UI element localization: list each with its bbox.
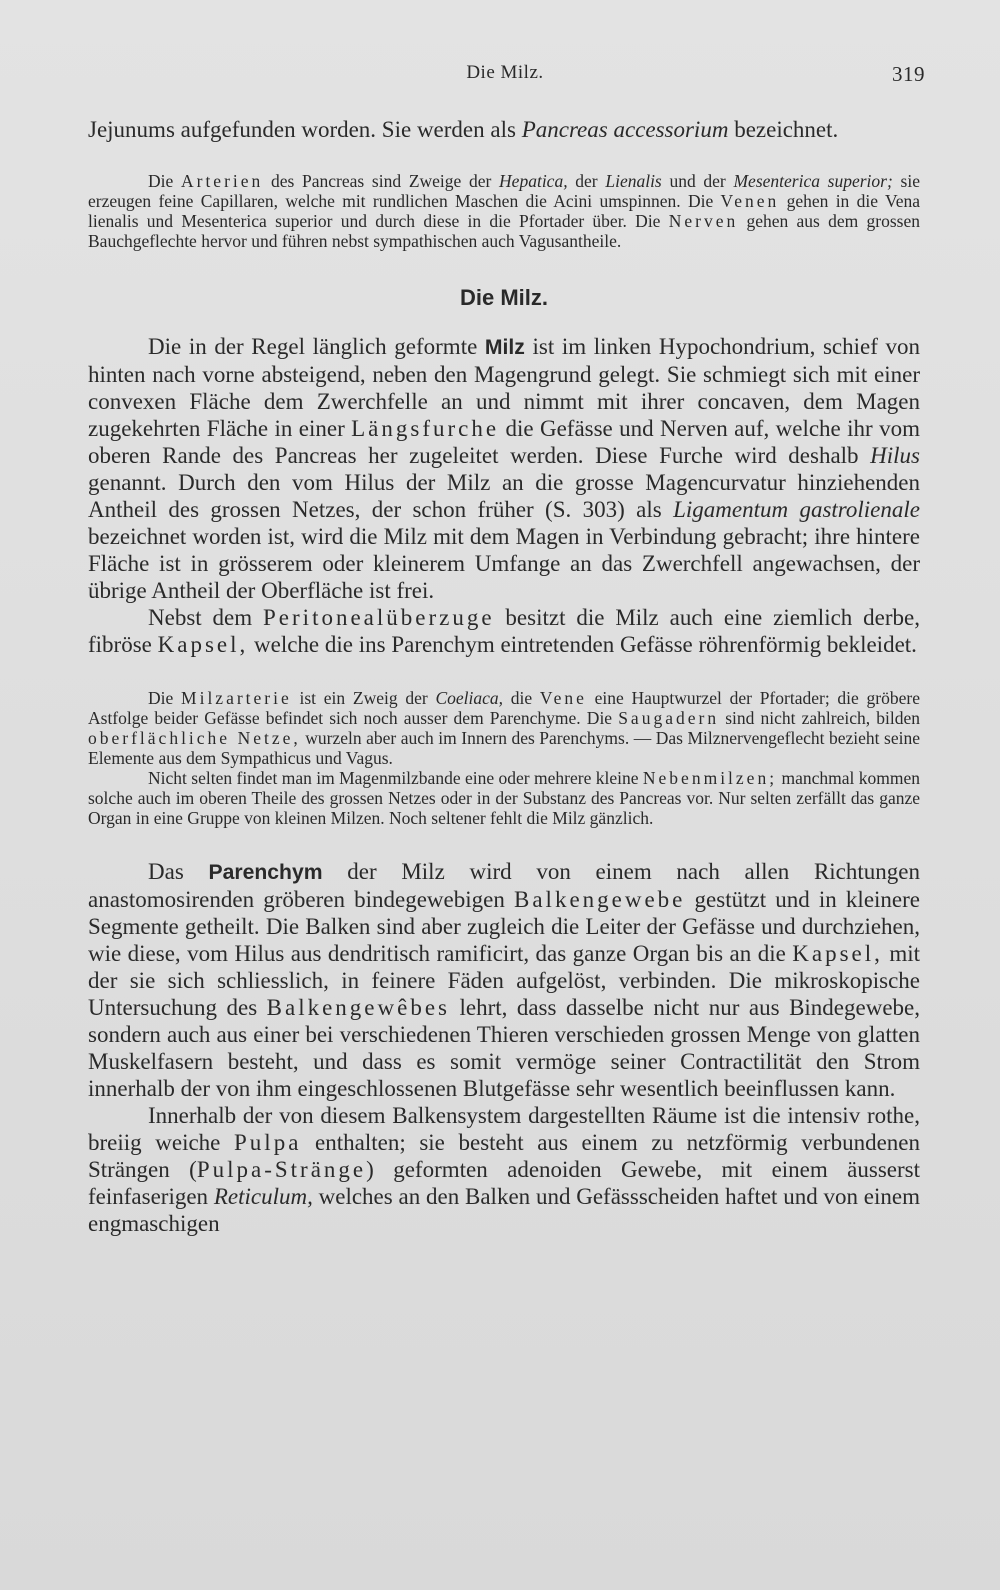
page-header bbox=[85, 62, 925, 86]
paragraph-milz-position: Die in der Regel länglich geformte Milz ist im linken Hypochondrium, schief von hinten nach vorne absteigend, neben den Magengrund gelegt. Sie schmiegt sich mit einer convexen Fläche dem Zwerchfelle an und nimmt mit ihrer concaven, dem Magen zugekehrten Fläche in einer Längsfurche die Gefässe und Nerven auf, welche ihr vom oberen Rande des Pancreas her zugeleitet werden. Diese Furche wird deshalb Hilus genannt. Durch den vom Hilus der Milz an die grosse Magencurvatur hinziehenden Antheil des grossen Netzes, der schon früher (S. 303) als Ligamentum gastrolienale bezeichnet worden ist, wird die Milz mit dem Magen in Verbindung gebracht; ihre hintere Fläche ist in grösserem oder kleinerem Umfange an das Zwerchfell angewachsen, der übrige Antheil der Oberfläche ist frei. bbox=[88, 334, 920, 603]
paragraph-pulpa: Innerhalb der von diesem Balkensystem dargestellten Räume ist die intensiv rothe, breiig weiche Pulpa enthalten; sie besteht aus einem zu netzförmig verbundenen Strängen (Pulpa-Stränge) geformten adenoiden Gewebe, mit einem äusserst feinfaserigen Reticulum, welches an den Balken und Gefässscheiden haftet und von einem engmaschigen bbox=[88, 1103, 921, 1236]
paragraph-parenchym: Das Parenchym der Milz wird von einem nach allen Richtungen anastomosirenden gröberen bindegewebigen Balkengewebe gestützt und in kleinere Segmente getheilt. Die Balken sind aber zugleich die Leiter der Gefässe und durchziehen, wie diese, vom Hilus aus dendritisch ramificirt, das ganze Organ bis an die Kapsel, mit der sie sich schliesslich, in feinere Fäden aufgelöst, verbinden. Die mikroskopische Untersuchung des Balkengewêbes lehrt, dass dasselbe nicht nur aus Bindegewebe, sondern auch aus einer bei verschiedenen Thieren verschieden grossen Menge von glatten Muskelfasern besteht, und dass es somit vermöge seiner Contractilität den Strom innerhalb der von ihm eingeschlossenen Blutgefässe sehr wesentlich beeinflussen kann. bbox=[88, 859, 920, 1101]
paragraph-nebenmilzen-note: Nicht selten findet man im Magenmilzbande eine oder mehrere kleine Nebenmilzen; manchmal kommen solche auch im oberen Theile des grossen Netzes oder in der Substanz des Pancreas vor. Nur selten zerfällt das ganze Organ in eine Gruppe von kleinen Milzen. Noch seltener fehlt die Milz gänzlich. bbox=[88, 768, 920, 828]
paragraph-jejunum-continuation: Jejunums aufgefunden worden. Sie werden als Pancreas accessorium bezeichnet. bbox=[88, 117, 839, 142]
section-heading: Die Milz. bbox=[459, 285, 548, 310]
paragraph-pancreas-vessels-note: Die Arterien des Pancreas sind Zweige der Hepatica, der Lienalis und der Mesenterica superior; sie erzeugen feine Capillaren, welche mit rundlichen Maschen die Acini umspinnen. Die Venen gehen in die Vena lienalis und Mesenterica superior und durch diese in die Pfortader über. Die Nerven gehen aus dem grossen Bauchgeflechte hervor und führen nebst sympathischen auch Vagusantheile. bbox=[88, 171, 920, 251]
paragraph-milz-vessels-note: Die Milzarterie ist ein Zweig der Coeliaca, die Vene eine Hauptwurzel der Pfortader; die gröbere Astfolge beider Gefässe befindet sich noch ausser dem Parenchyme. Die Saugadern sind nicht zahlreich, bilden oberflächliche Netze, wurzeln aber auch im Innern des Parenchyms. — Das Milznervengeflecht bezieht seine Elemente aus dem Sympathicus und Vagus. bbox=[88, 688, 920, 768]
page-body bbox=[88, 116, 920, 1237]
running-title: Die Milz. bbox=[466, 62, 544, 83]
paragraph-milz-kapsel: Nebst dem Peritonealüberzuge besitzt die Milz auch eine ziemlich derbe, fibröse Kapsel, welche die ins Parenchym eintretenden Gefässe röhrenförmig bekleidet. bbox=[88, 605, 920, 657]
page-number: 319 bbox=[892, 62, 925, 86]
